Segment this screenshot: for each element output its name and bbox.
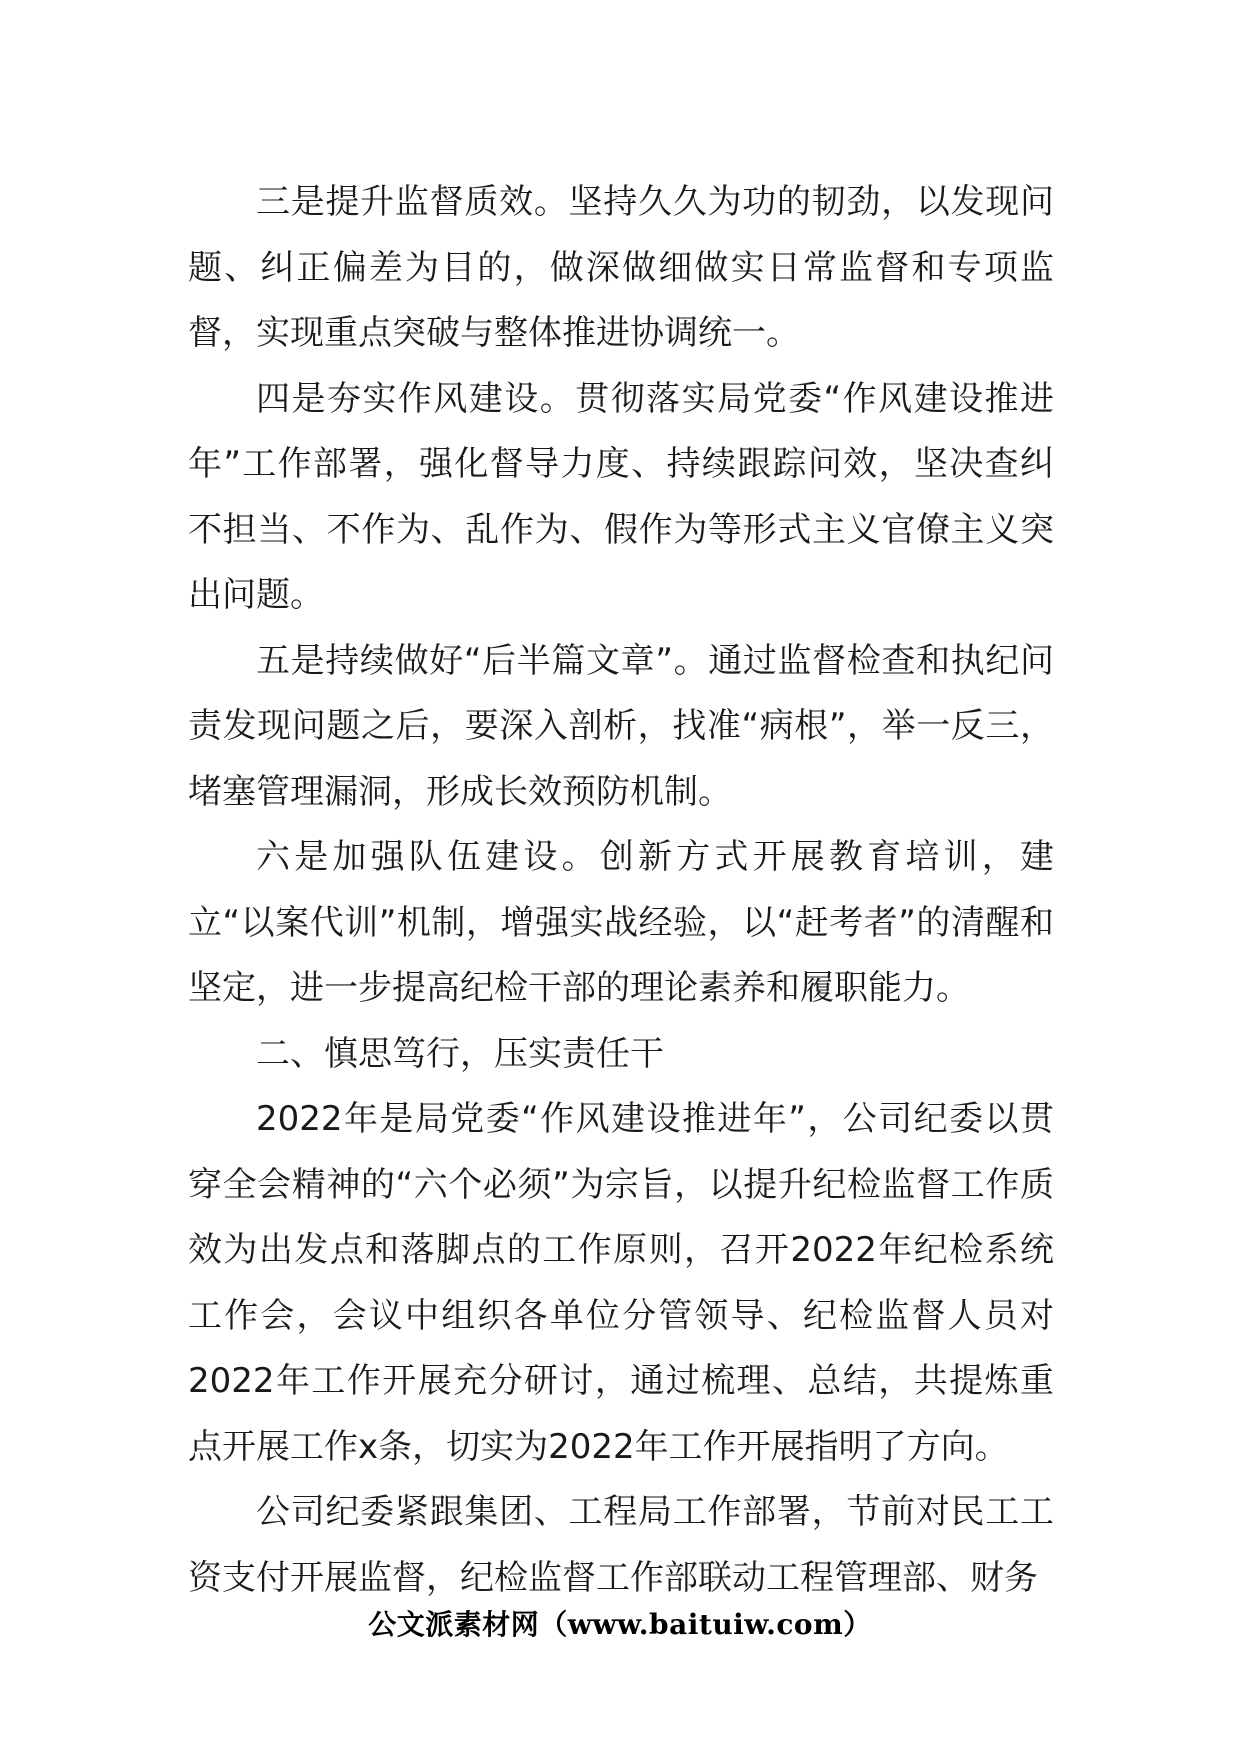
- footer-watermark: 公文派素材网（www.baituiw.com）: [368, 1608, 872, 1641]
- paragraph-2022-work: 2022年是局党委“作风建设推进年”，公司纪委以贯穿全会精神的“六个必须”为宗旨，以提升纪检监督工作质效为出发点和落脚点的工作原则，召开2022年纪检系统工作会，会议中组织各单位分管领导、纪检监督人员对2022年工作开展充分研讨，通过梳理、总结，共提炼重点开展工作x条，切实为2022年工作开展指明了方向。: [188, 1099, 1054, 1467]
- paragraph-supervision-quality: 三是提升监督质效。坚持久久为功的韧劲，以发现问题、纠正偏差为目的，做深做细做实日常监督和专项监督，实现重点突破与整体推进协调统一。: [188, 182, 1054, 353]
- paragraph-team-building: 六是加强队伍建设。创新方式开展教育培训，建立“以案代训”机制，增强实战经验，以“赶考者”的清醒和坚定，进一步提高纪检干部的理论素养和履职能力。: [188, 837, 1054, 1008]
- paragraph-work-style: 四是夯实作风建设。贯彻落实局党委“作风建设推进年”工作部署，强化督导力度、持续跟踪问效，坚决查纠不担当、不作为、乱作为、假作为等形式主义官僚主义突出问题。: [188, 378, 1054, 615]
- document-body: [188, 170, 1054, 1611]
- section-heading: 二、慎思笃行，压实责任干: [256, 1033, 664, 1074]
- paragraph-follow-up: 五是持续做好“后半篇文章”。通过监督检查和执纪问责发现问题之后，要深入剖析，找准“病根”，举一反三，堵塞管理漏洞，形成长效预防机制。: [188, 640, 1054, 812]
- paragraph-wage-supervision: 公司纪委紧跟集团、工程局工作部署，节前对民工工资支付开展监督，纪检监督工作部联动工程管理部、财务: [188, 1492, 1054, 1598]
